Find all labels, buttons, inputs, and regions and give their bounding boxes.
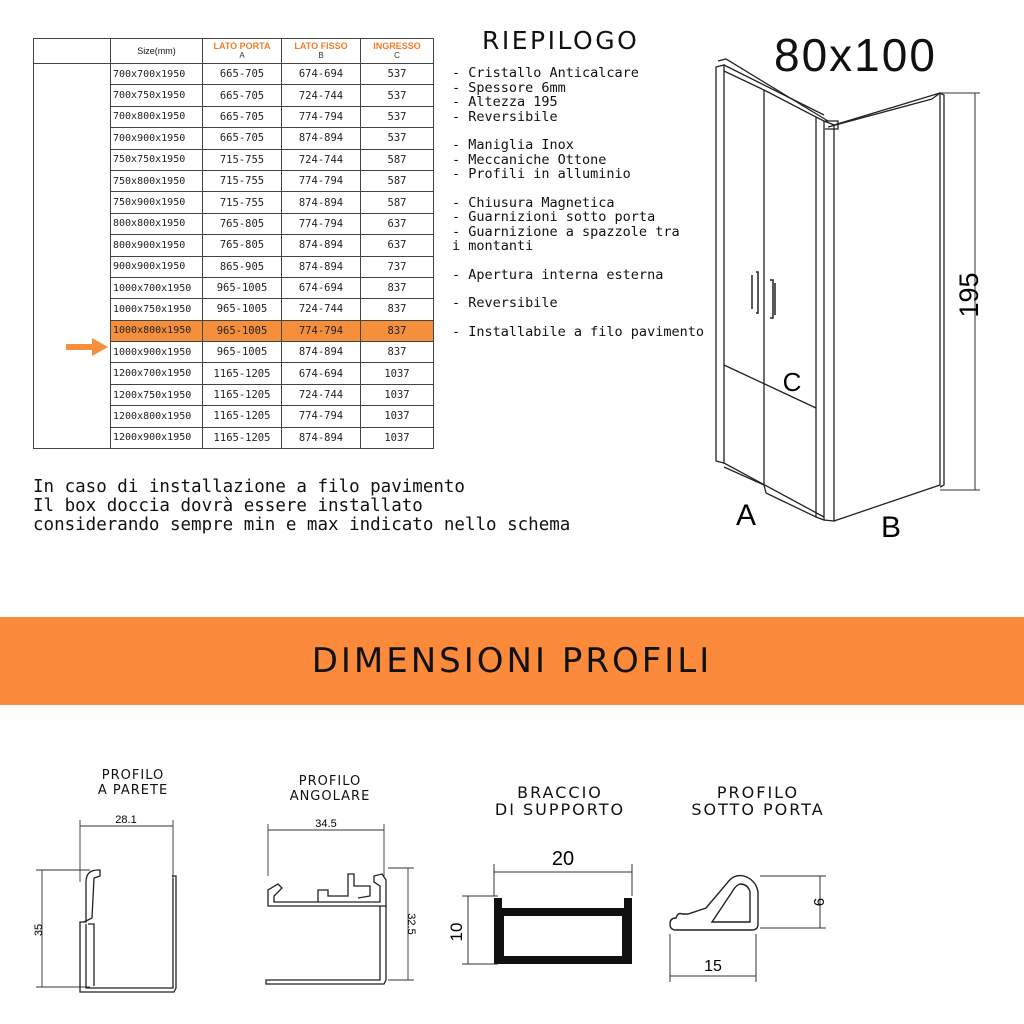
profilo-sotto-porta-drawing <box>648 852 838 982</box>
sotto-profile-shape <box>670 876 758 930</box>
lato-fisso-cell: 874-894 <box>282 235 361 256</box>
parete-height: 35 <box>33 923 45 937</box>
note-line: In caso di installazione a filo pavimento <box>33 477 465 497</box>
right-frame-profile <box>816 117 824 520</box>
feature-item: - Chiusura Magnetica <box>452 194 615 211</box>
angolare-width: 34.5 <box>315 818 337 830</box>
size-cell: 900x900x1950 <box>111 256 203 277</box>
size-cell: 800x900x1950 <box>111 235 203 256</box>
lato-fisso-cell: 874-894 <box>282 256 361 277</box>
feature-item: - Guarnizioni sotto porta <box>452 209 656 225</box>
feature-item: - Reversibile <box>452 108 558 125</box>
lato-porta-cell: 715-755 <box>203 149 282 170</box>
braccio-width: 20 <box>551 848 575 870</box>
lato-porta-cell: 965-1005 <box>203 277 282 298</box>
ingresso-cell: 837 <box>361 299 434 320</box>
feature-gap <box>452 282 722 296</box>
feature-list <box>452 66 722 339</box>
lato-fisso-cell: 874-894 <box>282 342 361 363</box>
door-seal-line <box>724 365 816 408</box>
side-wall-profile <box>932 93 944 487</box>
lato-porta-cell: 1165-1205 <box>203 406 282 427</box>
size-cell: 700x900x1950 <box>111 128 203 149</box>
size-cell: 1000x800x1950 <box>111 320 203 341</box>
ingresso-cell: 637 <box>361 235 434 256</box>
lato-fisso-cell: 874-894 <box>282 128 361 149</box>
feature-gap <box>452 182 722 196</box>
feature-item: - Installabile a filo pavimento <box>452 323 704 340</box>
installation-note <box>33 478 570 535</box>
ingresso-cell: 537 <box>361 106 434 127</box>
lato-porta-cell: 765-805 <box>203 235 282 256</box>
size-cell: 700x700x1950 <box>111 64 203 85</box>
feature-item: - Altezza 195 <box>452 94 558 110</box>
lato-fisso-cell: 874-894 <box>282 427 361 448</box>
ingresso-cell: 587 <box>361 192 434 213</box>
feature-item: - Cristallo Anticalcare <box>452 65 639 81</box>
ingresso-cell: 837 <box>361 342 434 363</box>
lato-porta-cell: 865-905 <box>203 256 282 277</box>
size-cell: 800x800x1950 <box>111 213 203 234</box>
angolare-profile-shape <box>266 874 386 984</box>
right-handle <box>770 280 773 318</box>
lato-porta-cell: 715-755 <box>203 170 282 191</box>
ingresso-cell: 587 <box>361 149 434 170</box>
profilo-parete-label: PROFILO A PARETE <box>97 768 169 798</box>
ingresso-cell: 1037 <box>361 363 434 384</box>
lato-fisso-cell: 774-794 <box>282 106 361 127</box>
header-lato-fisso: LATO FISSO B <box>282 39 361 64</box>
header-lato-porta: LATO PORTA A <box>203 39 282 64</box>
ingresso-cell: 1037 <box>361 427 434 448</box>
lato-fisso-cell: 674-694 <box>282 64 361 85</box>
shower-box-drawing <box>700 55 1000 555</box>
lato-fisso-cell: 724-744 <box>282 85 361 106</box>
lato-porta-cell: 765-805 <box>203 213 282 234</box>
feature-item: - Maniglia Inox <box>452 137 574 153</box>
banner-title: DIMENSIONI PROFILI <box>311 641 713 681</box>
braccio-profile-shape <box>494 898 632 964</box>
fixed-side-panel <box>834 93 940 521</box>
profilo-sotto-porta-label: PROFILO SOTTO PORTA <box>691 783 825 819</box>
lato-porta-cell: 1165-1205 <box>203 363 282 384</box>
label-a: A <box>735 499 757 532</box>
lato-porta-cell: 965-1005 <box>203 342 282 363</box>
table-header-blank <box>34 39 111 64</box>
size-cell: 700x800x1950 <box>111 106 203 127</box>
label-c: C <box>782 367 802 397</box>
feature-item: - Reversibile <box>452 295 558 311</box>
size-cell: 1000x900x1950 <box>111 342 203 363</box>
feature-item: - Profili in alluminio <box>452 166 631 182</box>
ingresso-cell: 537 <box>361 64 434 85</box>
feature-item: - Guarnizione a spazzole tra <box>452 223 680 240</box>
table-header-row <box>34 39 434 64</box>
left-frame-profile <box>716 65 724 463</box>
size-cell: 1200x900x1950 <box>111 427 203 448</box>
size-cell: 750x900x1950 <box>111 192 203 213</box>
lato-fisso-cell: 724-744 <box>282 384 361 405</box>
product-size-title: 80x100 <box>774 29 937 81</box>
lato-porta-cell: 1165-1205 <box>203 427 282 448</box>
profilo-parete-drawing <box>28 812 188 1002</box>
table-row <box>34 64 434 85</box>
lato-fisso-cell: 774-794 <box>282 406 361 427</box>
size-cell: 700x750x1950 <box>111 85 203 106</box>
size-cell: 1200x800x1950 <box>111 406 203 427</box>
ingresso-cell: 837 <box>361 320 434 341</box>
angolare-height: 32.5 <box>405 913 417 935</box>
ingresso-cell: 587 <box>361 170 434 191</box>
lato-fisso-cell: 724-744 <box>282 149 361 170</box>
lato-porta-cell: 965-1005 <box>203 299 282 320</box>
size-cell: 1200x700x1950 <box>111 363 203 384</box>
highlight-arrow-icon <box>66 337 110 357</box>
table-body <box>34 64 434 449</box>
lato-porta-cell: 665-705 <box>203 128 282 149</box>
left-handle <box>756 272 758 313</box>
header-ingresso: INGRESSO C <box>361 39 434 64</box>
size-cell: 1000x700x1950 <box>111 277 203 298</box>
feature-item: - Spessore 6mm <box>452 79 566 96</box>
note-line: considerando sempre min e max indicato nello schema <box>33 515 571 535</box>
ingresso-cell: 537 <box>361 128 434 149</box>
lato-fisso-cell: 724-744 <box>282 299 361 320</box>
ingresso-cell: 537 <box>361 85 434 106</box>
lato-fisso-cell: 674-694 <box>282 277 361 298</box>
size-cell: 1200x750x1950 <box>111 384 203 405</box>
lato-porta-cell: 1165-1205 <box>203 384 282 405</box>
lato-porta-cell: 715-755 <box>203 192 282 213</box>
ingresso-cell: 837 <box>361 277 434 298</box>
sotto-width: 15 <box>704 958 722 975</box>
lato-porta-cell: 665-705 <box>203 106 282 127</box>
feature-gap <box>452 124 722 138</box>
lato-fisso-cell: 674-694 <box>282 363 361 384</box>
note-line: Il box doccia dovrà essere installato <box>33 496 423 516</box>
section-banner <box>0 617 1024 705</box>
lato-fisso-cell: 774-794 <box>282 213 361 234</box>
riepilogo-title: RIEPILOGO <box>482 26 640 55</box>
parete-profile-shape <box>80 870 176 992</box>
lato-fisso-cell: 874-894 <box>282 192 361 213</box>
header-size: Size(mm) <box>111 39 203 64</box>
braccio-supporto-label: BRACCIO DI SUPPORTO <box>494 783 626 819</box>
size-cell: 750x800x1950 <box>111 170 203 191</box>
label-b: B <box>880 511 902 544</box>
ingresso-cell: 1037 <box>361 384 434 405</box>
feature-gap <box>452 254 722 268</box>
size-cell: 1000x750x1950 <box>111 299 203 320</box>
braccio-supporto-drawing <box>440 836 640 986</box>
feature-item: - Apertura interna esterna <box>452 266 664 283</box>
feature-item: - Meccaniche Ottone <box>452 151 607 168</box>
lato-porta-cell: 665-705 <box>203 64 282 85</box>
ingresso-cell: 637 <box>361 213 434 234</box>
profilo-angolare-label: PROFILO ANGOLARE <box>289 774 371 804</box>
size-cell: 750x750x1950 <box>111 149 203 170</box>
ingresso-cell: 1037 <box>361 406 434 427</box>
ingresso-cell: 737 <box>361 256 434 277</box>
feature-item: i montanti <box>452 238 534 254</box>
height-label: 195 <box>954 272 984 318</box>
lato-porta-cell: 665-705 <box>203 85 282 106</box>
lato-fisso-cell: 774-794 <box>282 170 361 191</box>
lato-porta-cell: 965-1005 <box>203 320 282 341</box>
sotto-height: 9 <box>810 897 827 907</box>
size-table <box>33 38 434 449</box>
table-blank-column <box>34 64 111 449</box>
parete-width: 28.1 <box>115 814 137 826</box>
feature-gap <box>452 311 722 325</box>
braccio-height: 10 <box>447 922 466 942</box>
profilo-angolare-drawing <box>248 816 428 996</box>
lato-fisso-cell: 774-794 <box>282 320 361 341</box>
